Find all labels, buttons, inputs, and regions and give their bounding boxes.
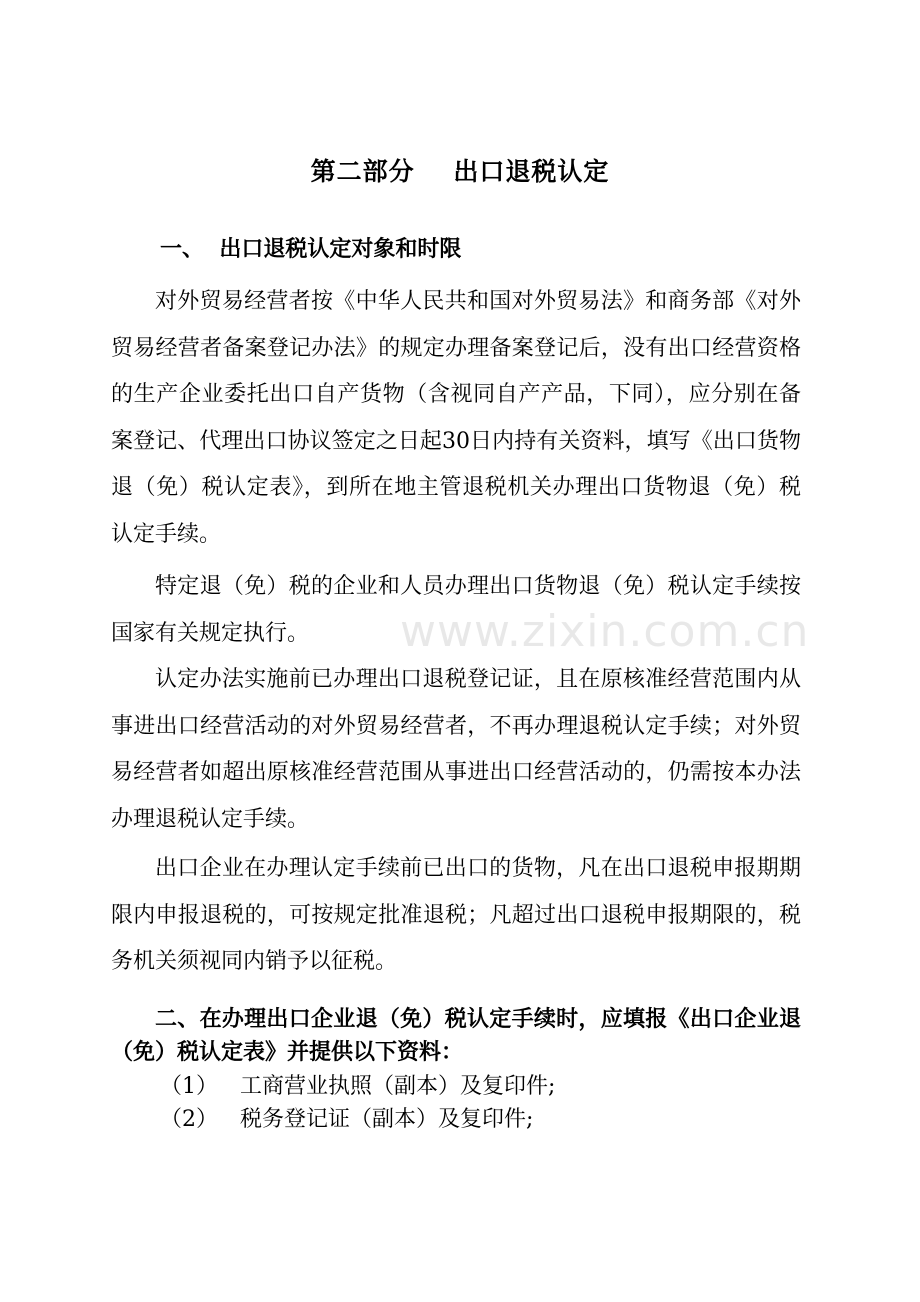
section-heading-1: 一、 出口退税认定对象和时限 (160, 237, 462, 262)
paragraph: 认定办法实施前已办理出口退税登记证，且在原核准经营范围内从事进出口经营活动的对外贸易经营者，不再办理退税认定手续；对外贸易经营者如超出原核准经营范围从事进出口经营活动的，仍需按本办法办理退税认定手续。 (111, 667, 801, 832)
page-title: 第二部分 出口退税认定 (310, 157, 610, 186)
paragraph: 出口企业在办理认定手续前已出口的货物，凡在出口退税申报期期限内申报退税的，可按规定批准退税；凡超过出口退税申报期限的，税务机关须视同内销予以征税。 (111, 856, 801, 974)
section-heading-2: 二、在办理出口企业退（免）税认定手续时，应填报《出口企业退（免）税认定表》并提供以下资料： (111, 1007, 801, 1065)
list-item-number: （2） (160, 1107, 218, 1132)
watermark: www.zixin.com.cn (400, 606, 810, 657)
list-item-text: 工商营业执照（副本）及复印件; (240, 1074, 556, 1099)
paragraph: 特定退（免）税的企业和人员办理出口货物退（免）税认定手续按国家有关规定执行。 (111, 574, 801, 646)
list-item (160, 1069, 555, 1100)
list-item-text: 税务登记证（副本）及复印件; (240, 1107, 534, 1132)
list-item (160, 1102, 533, 1133)
list-item-number: （1） (160, 1074, 218, 1099)
paragraph: 对外贸易经营者按《中华人民共和国对外贸易法》和商务部《对外贸易经营者备案登记办法》的规定办理备案登记后，没有出口经营资格的生产企业委托出口自产货物（含视同自产产品，下同），应分别在备案登记、代理出口协议签定之日起30日内持有关资料，填写《出口货物退（免）税认定表》，到所在地主管退税机关办理出口货物退（免）税认定手续。 (111, 289, 801, 547)
